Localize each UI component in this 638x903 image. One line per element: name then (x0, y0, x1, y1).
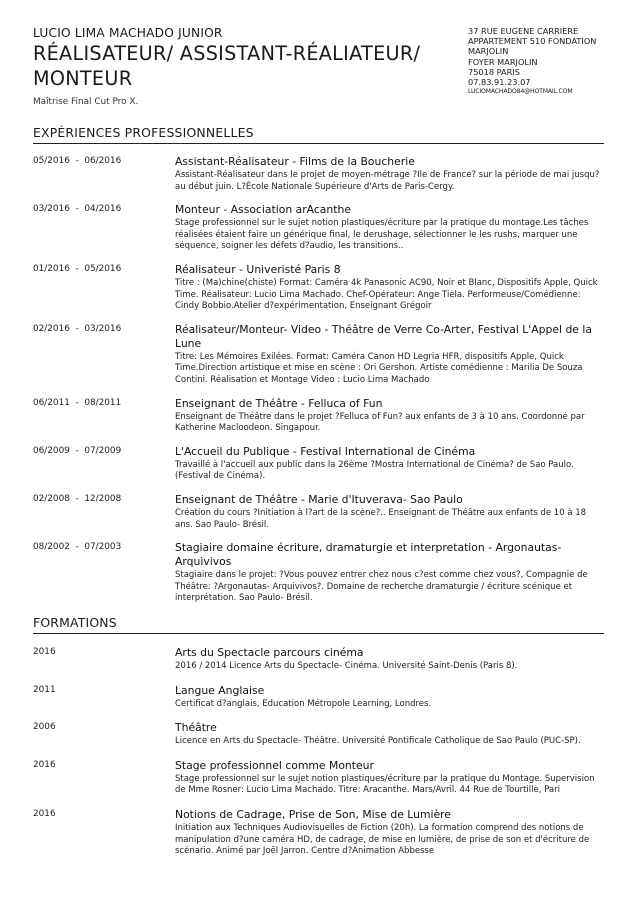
formations-heading: FORMATIONS (33, 615, 117, 630)
entry-dates: 2006 (33, 722, 56, 733)
formation-entry (33, 646, 605, 673)
entry-title: Notions de Cadrage, Prise de Son, Mise de Lumière (175, 807, 451, 821)
entry-dates: 08/2002 - 07/2003 (33, 542, 122, 553)
formations-list (33, 646, 605, 869)
entry-dates: 02/2008 - 12/2008 (33, 493, 122, 504)
entry-title: Stage professionnel comme Monteur (175, 758, 374, 772)
job-title: RÉALISATEUR/ ASSISTANT-RÉALIATEUR/ MONTEUR (33, 42, 421, 90)
entry-title: Arts du Spectacle parcours cinéma (175, 646, 364, 659)
email-address: LUCIOMACHADO84@HOTMAIL.COM (468, 88, 573, 96)
entry-description: Licence en Arts du Spectacle- Théâtre. Université Pontificale Catholique de Sao Paulo (PUC-SP). (175, 736, 581, 747)
entry-description: Initiation aux Techniques Audiovisuelles de Fiction (20h). La formation comprend des notions de manipulation d?une caméra HD, de cadrage, de mise en lumière, de prise de son et d'écriture de scénario. Animé par Joël Jarron. Centre d?Animation Abbesse (175, 822, 590, 857)
experience-entry (33, 155, 605, 193)
phone-number: 07.83.91.23.07 (468, 77, 531, 88)
entry-body (175, 323, 605, 387)
entry-dates: 01/2016 - 05/2016 (33, 263, 122, 274)
experience-entry (33, 203, 605, 253)
entry-description: Titre : (Ma)chine(chiste) Format: Caméra 4k Panasonic AC90, Noir et Blanc, Dispositifs Apple, Quick Time. Réalisateur: Lucio Lima Machado. Chef-Opérateur: Ange Tiela. Performeuse/Comédienne: Cindy Bobbio.Atelier d?expérimentation, Enseignant Grégoir (175, 277, 598, 312)
entry-body (175, 445, 605, 483)
entry-title: L'Accueil du Publique - Festival International de Cinéma (175, 444, 476, 458)
entry-title: Réalisateur/Monteur- Video - Théâtre de Verre Co-Arter, Festival L'Appel de la Lune (175, 322, 592, 350)
entry-description: Stage professionnel sur le sujet notion plastiques/écriture par la pratique du montage.Les tâches réalisées étaient faire un générique final, le derushage, sélectionner le les rushs, marquer une séquence, soigner les défets d?audio, les transitions.. (175, 218, 589, 252)
entry-body (175, 808, 605, 858)
experience-entry (33, 445, 605, 483)
entry-dates: 03/2016 - 04/2016 (33, 204, 122, 215)
address-line: FOYER MARJOLIN (468, 56, 538, 67)
entry-title: Enseignant de Théâtre - Marie d'Ituverava- Sao Paulo (175, 492, 463, 506)
experience-entry (33, 493, 605, 531)
entry-description: Stagiaire dans le projet: ?Vous pouvez entrer chez nous c?est comme chez vous?, Compagnie de Théâtre: ?Argonautas- Arquivivos?. Domaine de recherche dramaturgie / écriture scénique et interprétation. Sao Paulo- Brésil. (175, 570, 588, 604)
formation-entry (33, 808, 605, 858)
entry-body (175, 493, 605, 531)
entry-description: Travaillé à l'accueil aux public dans la 26ème ?Mostra International de Cinéma? de Sao Paulo. (Festival de Cinéma). (175, 459, 574, 482)
entry-dates: 06/2011 - 08/2011 (33, 397, 122, 408)
formation-entry (33, 721, 605, 748)
entry-dates: 06/2009 - 07/2009 (33, 445, 122, 456)
experience-entry (33, 397, 605, 435)
experiences-heading: EXPÉRIENCES PROFESSIONNELLES (33, 125, 254, 140)
contact-block (468, 26, 633, 97)
formation-entry (33, 684, 605, 711)
entry-body (175, 155, 605, 193)
experience-entry (33, 541, 605, 605)
address-line: 75018 PARIS (468, 66, 520, 77)
entry-body (175, 541, 605, 605)
experience-entry (33, 323, 605, 387)
candidate-name: LUCIO LIMA MACHADO JUNIOR (33, 26, 223, 40)
entry-description: Certificat d?anglais, Education Métropole Learning, Londres. (175, 698, 432, 709)
entry-body (175, 263, 605, 313)
entry-dates: 2016 (33, 759, 56, 770)
entry-title: Théâtre (175, 721, 217, 735)
entry-dates: 2016 (33, 808, 56, 819)
experience-entry (33, 263, 605, 313)
entry-body (175, 646, 605, 673)
entry-description: Stage professionnel sur le sujet notion plastiques/écriture par la pratique du Montage. Supervision de Mme Rosner: Lucio Lima Machado. Titre: Aracanthe. Mars/Avril. 44 Rue de Tourtille, Pari (175, 773, 595, 796)
entry-title: Langue Anglaise (175, 683, 265, 697)
entry-dates: 2011 (33, 684, 56, 695)
entry-description: 2016 / 2014 Licence Arts du Spectacle- Cinéma. Université Saint-Denis (Paris 8). (175, 661, 518, 671)
formation-entry (33, 759, 605, 797)
entry-body (175, 684, 605, 711)
entry-description: Enseignant de Théâtre dans le projet ?Felluca of Fun? aux enfants de 3 à 10 ans. Coordonné par Katherine Maclood​eon. Singapour. (175, 411, 585, 434)
entry-body (175, 721, 605, 748)
entry-description: Titre: Les Mémoires Exilées. Format: Caméra Canon HD Legria HFR, dispositifs Apple, Quick Time.Direction artistique et mise en scène : Ori Gershon. Artiste comédienne : Marilia De Souza Contini. Réalisation et Montage Video : Lucio Lima Machado (175, 351, 583, 385)
entry-title: Enseignant de Théâtre - Felluca of Fun (175, 396, 383, 410)
entry-body (175, 759, 605, 797)
experiences-list (33, 155, 605, 615)
entry-dates: 02/2016 - 03/2016 (33, 323, 122, 334)
entry-title: Réalisateur - Univeristé Paris 8 (175, 262, 341, 276)
entry-title: Monteur - Association arAcanthe (175, 203, 351, 217)
entry-title: Stagiaire domaine écriture, dramaturgie et interpretation - Argonautas- Arquivivos (175, 541, 562, 569)
entry-title: Assistant-Réalisateur - Films de la Boucherie (175, 155, 415, 168)
entry-description: Assistant-Réalisateur dans le projet de moyen-métrage ?Ile de France? sur la période de mai jusqu?au début juin. L?École Nationale Supérieure d'Arts de Paris-Cergy. (175, 170, 600, 192)
address-line: APPARTEMENT 510 FONDATION (468, 36, 597, 47)
formations-divider (33, 633, 604, 634)
entry-dates: 2016 (33, 647, 56, 657)
experiences-divider (33, 143, 604, 144)
entry-dates: 05/2016 - 06/2016 (33, 156, 122, 166)
address-line: 37 RUE EUGENE CARRIERE (468, 26, 579, 36)
address-line: MARJOLIN (468, 46, 509, 57)
entry-description: Création du cours ?Initiation à l?art de la scène?.. Enseignant de Théâtre aux enfants de 10 à 18 ans. Sao Paulo- Brésil. (175, 507, 587, 530)
entry-body (175, 397, 605, 435)
entry-body (175, 203, 605, 253)
skill-subtitle: Maîtrise Final Cut Pro X. (33, 97, 139, 107)
